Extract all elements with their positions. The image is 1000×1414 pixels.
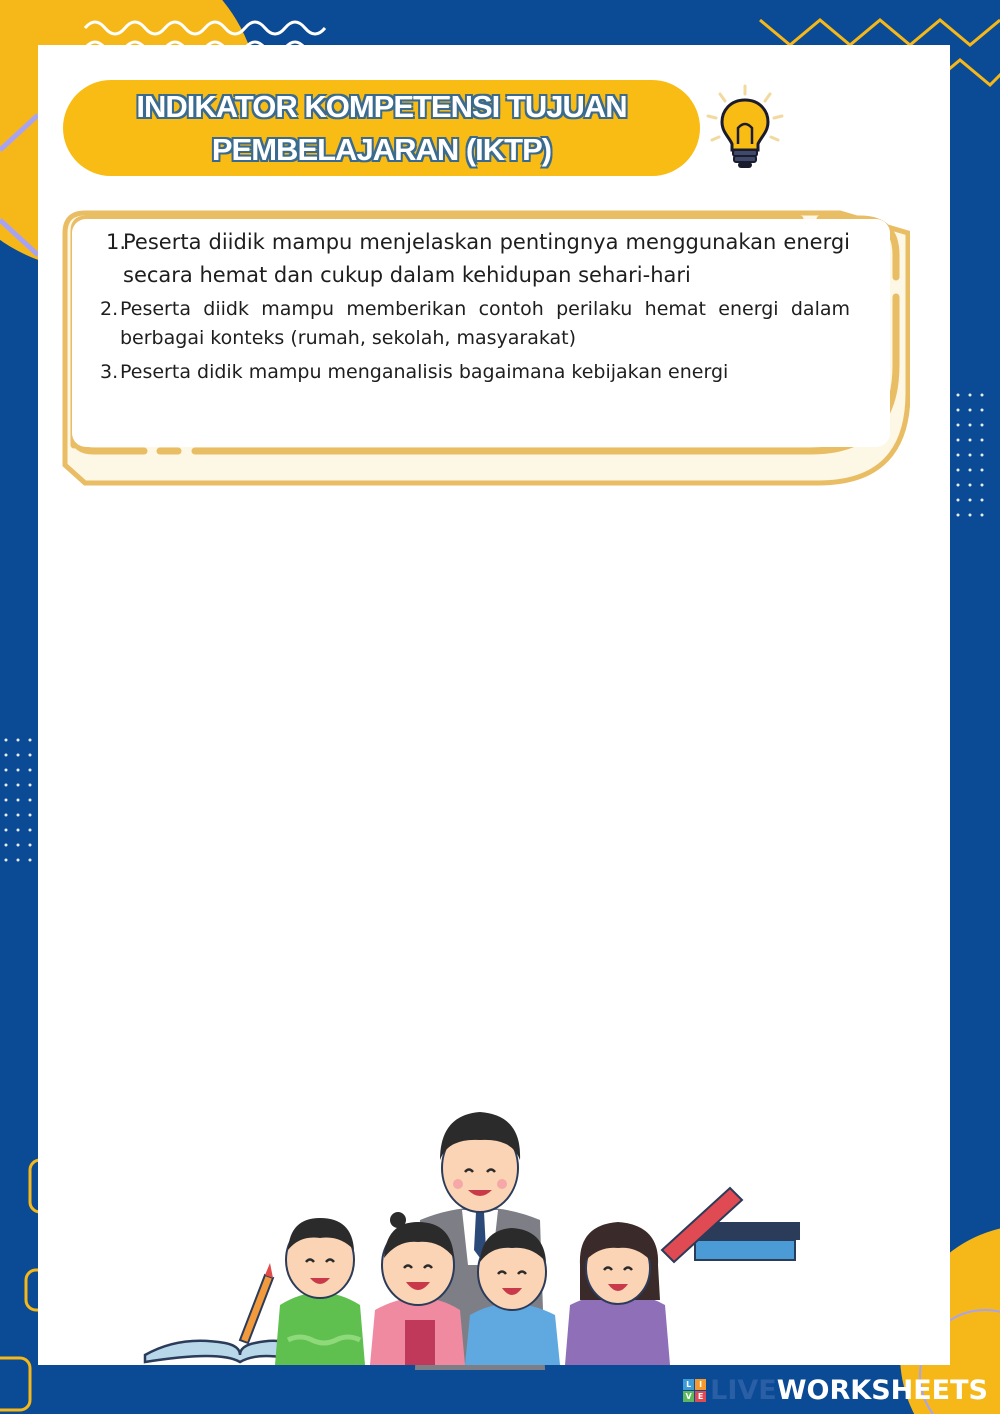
title-banner — [63, 80, 700, 176]
logo-main-text: WORKSHEETS — [776, 1374, 988, 1406]
objective-number: 1. — [106, 230, 127, 254]
objective-item — [100, 358, 850, 387]
logo-letter: I — [695, 1379, 706, 1390]
pencil-icon — [240, 1263, 273, 1343]
logo-letter: V — [683, 1391, 694, 1402]
page-title-line-1: INDIKATOR KOMPETENSI TUJUAN — [136, 89, 627, 124]
logo-text — [710, 1375, 988, 1406]
objective-text: Peserta diidik mampu menjelaskan pentingnya menggunakan energi secara hemat dan cukup dalam kehidupan sehari-hari — [123, 230, 850, 287]
objective-text: Peserta diidk mampu memberikan contoh perilaku hemat energi dalam berbagai konteks (rumah, sekolah, masyarakat) — [120, 298, 850, 349]
objective-number: 2. — [100, 298, 119, 320]
objectives-list — [100, 226, 850, 387]
liveworksheets-logo — [683, 1372, 988, 1408]
page-title-line-2: PEMBELAJARAN (IKTP) — [211, 132, 552, 167]
objective-number: 3. — [100, 361, 119, 383]
objective-item — [100, 295, 850, 353]
objective-text: Peserta didik mampu menganalisis bagaimana kebijakan energi — [120, 361, 729, 383]
objective-item — [100, 226, 850, 291]
logo-ghost-text: LIVE — [710, 1374, 777, 1406]
logo-letter: E — [695, 1391, 706, 1402]
logo-letter: L — [683, 1379, 694, 1390]
logo-grid-icon — [683, 1379, 706, 1402]
stacked-books-icon — [662, 1188, 800, 1262]
lightbulb-icon — [700, 82, 790, 178]
teacher-students-illustration — [140, 1100, 820, 1370]
